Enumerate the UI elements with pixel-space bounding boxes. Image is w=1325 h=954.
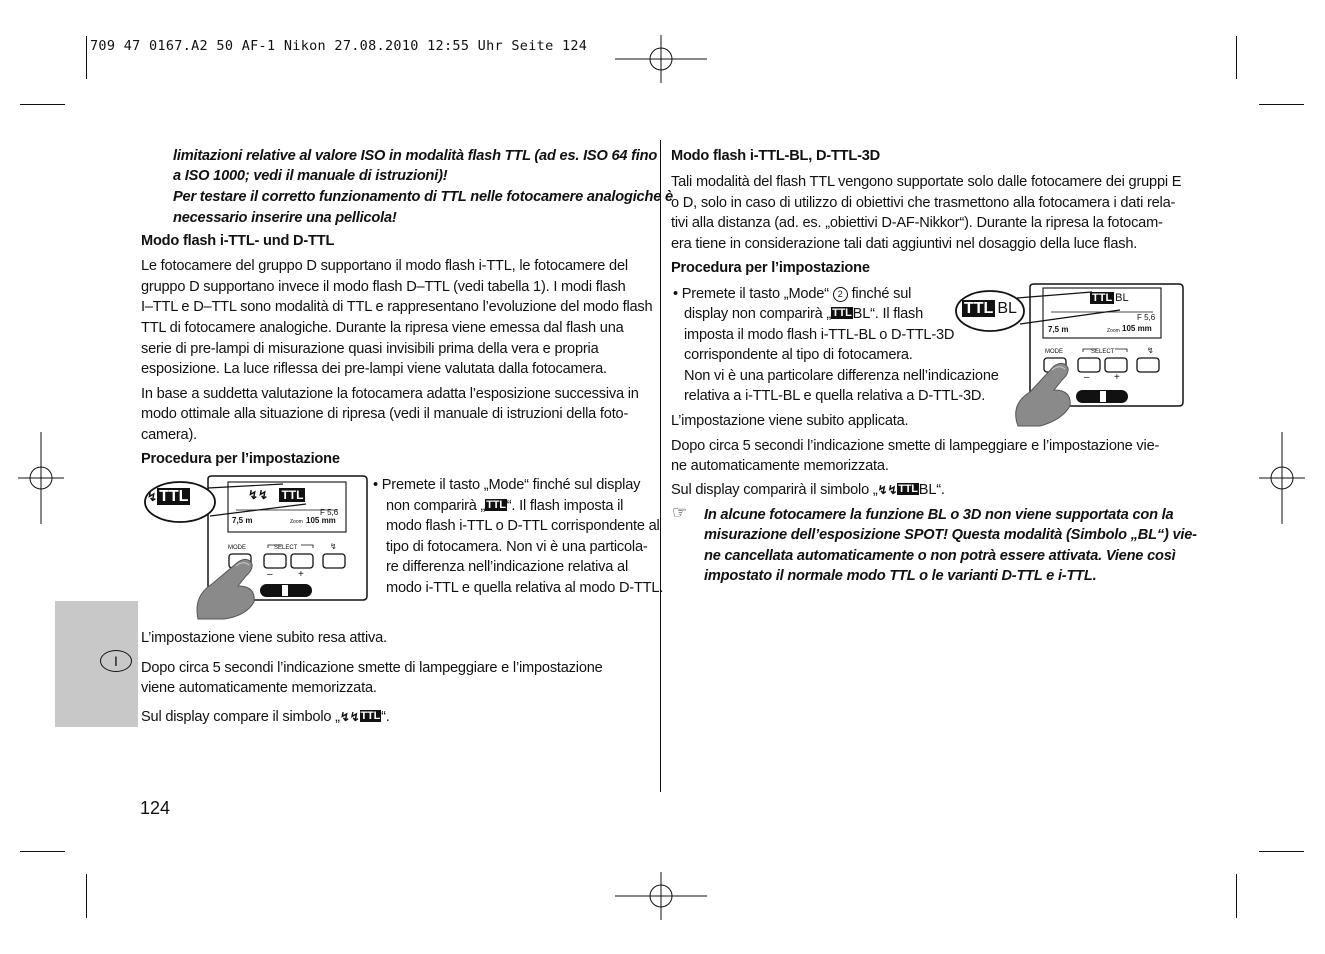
print-header: 709 47 0167.A2 50 AF-1 Nikon 27.08.2010 12:55 Uhr Seite 124: [90, 38, 588, 54]
lcd-ttl-bl-indicator: [1090, 292, 1129, 304]
minus-label: –: [1084, 372, 1090, 383]
paragraph-line: Dopo circa 5 secondi l’indicazione smette di lampeggiare e l’impostazione vie-: [671, 438, 1160, 454]
bl-label: BL: [1115, 292, 1129, 304]
column-divider: [660, 140, 661, 792]
plus-label: +: [1114, 372, 1120, 383]
bullet-line: Non vi è una particolare differenza nell’indicazione: [684, 368, 999, 384]
bullet-line: re differenza nell’indicazione relativa al: [386, 559, 629, 575]
bullet-line: [386, 496, 623, 517]
section-heading: Modo flash i-TTL- und D-TTL: [141, 233, 335, 249]
bullet-line: tipo di fotocamera. Non vi è una particola-: [386, 539, 648, 555]
paragraph-line: tivi alla distanza (ad. es. „obiettivi D-AF-Nikkor“). Durante la ripresa la fotocam-: [671, 215, 1163, 231]
crop-mark: [86, 36, 87, 79]
lcd-distance: 7,5 m: [232, 516, 253, 525]
plus-label: +: [298, 569, 304, 580]
paragraph-line: o D, solo in caso di utilizzo di obiettivi che trasmettono alla fotocamera i dati rela-: [671, 195, 1176, 211]
procedure-heading: Procedura per l’impostazione: [141, 451, 340, 467]
text-fragment: non comparirà „: [386, 498, 486, 514]
paragraph-line: era tiene in considerazione tali dati aggiuntivi nel dosaggio della luce flash.: [671, 236, 1138, 252]
note-line: ne cancellata automaticamente o non potrà essere attivata. Viene così: [704, 548, 1176, 564]
paragraph-line: In base a suddetta valutazione la fotocamera adatta l’esposizione successiva in: [141, 386, 639, 402]
ttl-badge: TTL: [898, 483, 918, 495]
callout-ttl-bl-symbol: [962, 300, 1017, 318]
mode-button-label: MODE: [1045, 349, 1063, 355]
bl-label: BL: [997, 300, 1017, 317]
select-label: SELECT: [1091, 349, 1115, 355]
crop-mark: [20, 851, 65, 852]
text-fragment: BL“.: [918, 482, 945, 498]
ttl-badge: TTL: [486, 499, 506, 511]
section-heading: Modo flash i-TTL-BL, D-TTL-3D: [671, 148, 881, 164]
note-line: limitazioni relative al valore ISO in modalità flash TTL (ad es. ISO 64 fino: [173, 148, 658, 164]
crop-mark: [1259, 104, 1304, 105]
bullet-line: [684, 304, 923, 325]
paragraph-line: Tali modalità del flash TTL vengono supportate solo dalle fotocamere dei gruppi E: [671, 174, 1182, 190]
pointing-hand-icon: ☞: [672, 503, 688, 522]
note-line: misurazione dell’esposizione SPOT! Questa modalità (Simbolo „BL“) vie-: [704, 527, 1197, 543]
lcd-zoom-label: Zoom: [1107, 328, 1120, 334]
paragraph-line: L’impostazione viene subito resa attiva.: [141, 630, 387, 646]
lcd-distance: 7,5 m: [1048, 325, 1069, 334]
paragraph-line: esposizione. La luce riflessa dei pre-lampi viene valutata dalla fotocamera.: [141, 361, 607, 377]
step-number-icon: 2: [833, 287, 848, 302]
ttl-badge: TTL: [159, 488, 189, 505]
paragraph-line: gruppo D supportano invece il modo flash D–TTL (vedi tabella 1). I modi flash: [141, 279, 626, 295]
minus-label: –: [267, 569, 273, 580]
language-indicator: I: [100, 650, 132, 672]
note-line: In alcune fotocamere la funzione BL o 3D non viene supportata con la: [704, 507, 1174, 523]
callout-ttl-symbol: [147, 488, 190, 506]
text-fragment: “. Il flash imposta il: [506, 498, 624, 514]
ttl-badge: TTL: [832, 307, 852, 319]
note-line: a ISO 1000; vedi il manuale di istruzioni)!: [173, 168, 448, 184]
select-label: SELECT: [274, 545, 298, 551]
lcd-zoom-value: 105 mm: [306, 516, 336, 525]
paragraph-line: modo ottimale alla situazione di ripresa (vedi il manuale di istruzioni della foto-: [141, 406, 629, 422]
paragraph-line: Dopo circa 5 secondi l’indicazione smette di lampeggiare e l’impostazione: [141, 660, 603, 676]
paragraph-line: camera).: [141, 427, 197, 443]
registration-target-icon: [1259, 432, 1305, 524]
ttl-badge: TTL: [281, 488, 304, 502]
crop-mark: [1236, 874, 1237, 918]
registration-target-icon: [615, 872, 707, 920]
lcd-zoom-value: 105 mm: [1122, 324, 1152, 333]
text-fragment: • Premete il tasto „Mode“: [673, 286, 829, 302]
crop-mark: [20, 104, 65, 105]
flash-bolt-icon: ↯↯: [339, 710, 360, 724]
flash-bolt-icon: ↯: [330, 542, 337, 551]
text-fragment: display non comparirà „: [684, 306, 832, 322]
paragraph-line: Le fotocamere del gruppo D supportano il modo flash i-TTL, le fotocamere del: [141, 258, 628, 274]
bullet-line: modo flash i-TTL o D-TTL corrispondente al: [386, 518, 660, 534]
page-number: 124: [140, 798, 171, 818]
paragraph-line: [141, 707, 390, 728]
bullet-line: modo i-TTL e quella relativa al modo D-TTL.: [386, 580, 664, 596]
crop-mark: [86, 874, 87, 918]
ttl-badge: TTL: [964, 300, 994, 317]
crop-mark: [1259, 851, 1304, 852]
flash-bolt-icon: ↯: [147, 490, 158, 504]
text-fragment: “.: [381, 709, 390, 725]
registration-target-icon: [615, 35, 707, 83]
text-fragment: Sul display comparirà il simbolo „: [671, 482, 878, 498]
lcd-f-value: F 5,6: [1137, 313, 1156, 322]
registration-target-icon: [18, 432, 64, 524]
bullet-line: relativa a i-TTL-BL e quella relativa a D-TTL-3D.: [684, 388, 986, 404]
paragraph-line: serie di pre-lampi di misurazione quasi invisibili prima della vera e propria: [141, 341, 599, 357]
flash-bolt-icon: ↯: [1147, 346, 1154, 355]
mode-button-label: MODE: [228, 545, 246, 551]
paragraph-line: [671, 480, 945, 501]
bullet-line: corrispondente al tipo di fotocamera.: [684, 347, 913, 363]
paragraph-line: I–TTL e D–TTL sono modalità di TTL e rappresentano l’evoluzione del modo flash: [141, 299, 653, 315]
paragraph-line: L’impostazione viene subito applicata.: [671, 413, 909, 429]
note-line: Per testare il corretto funzionamento di TTL nelle fotocamere analogiche è: [173, 189, 673, 205]
paragraph-line: viene automaticamente memorizzata.: [141, 680, 377, 696]
paragraph-line: ne automaticamente memorizzata.: [671, 458, 889, 474]
lcd-f-value: F 5,6: [320, 508, 339, 517]
flash-bolt-icon: ↯↯: [877, 483, 898, 497]
ttl-badge: TTL: [1092, 292, 1113, 304]
ttl-badge: TTL: [360, 710, 381, 722]
lcd-ttl-indicator: [248, 488, 305, 502]
lcd-zoom-label: Zoom: [290, 519, 303, 525]
text-fragment: finché sul: [851, 286, 912, 302]
procedure-heading: Procedura per l’impostazione: [671, 260, 870, 276]
bullet-line: • Premete il tasto „Mode“ finché sul display: [373, 477, 641, 493]
paragraph-line: TTL di fotocamere analogiche. Durante la ripresa viene emessa dal flash una: [141, 320, 624, 336]
flash-bolt-icon: ↯↯: [248, 488, 269, 502]
crop-mark: [1236, 36, 1237, 79]
text-fragment: Sul display compare il simbolo „: [141, 709, 340, 725]
bullet-line: imposta il modo flash i-TTL-BL o D-TTL-3D: [684, 327, 955, 343]
text-fragment: BL“. Il flash: [852, 306, 924, 322]
note-line: impostato il normale modo TTL o le varianti D-TTL e i-TTL.: [704, 568, 1097, 584]
note-line: necessario inserire una pellicola!: [173, 210, 397, 226]
bullet-line: [673, 284, 911, 305]
